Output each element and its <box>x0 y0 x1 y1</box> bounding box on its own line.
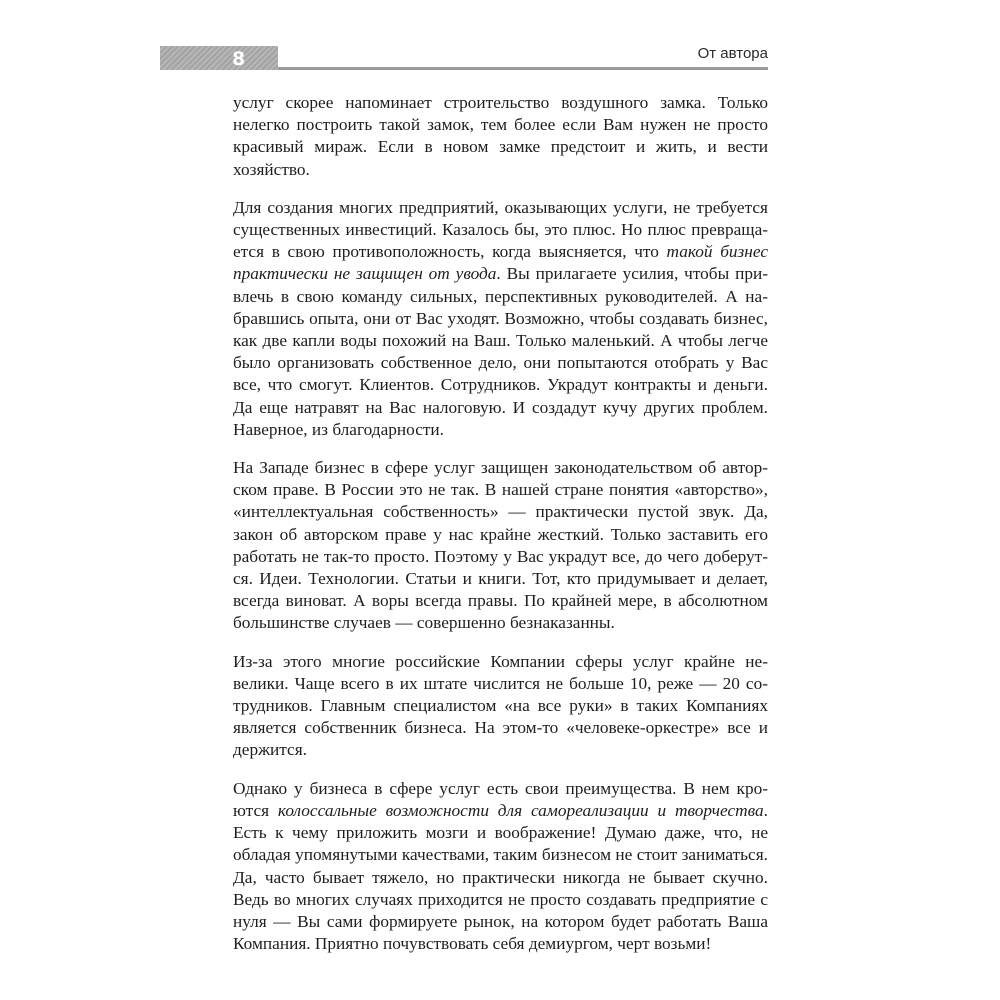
text-run: Из-за этого многие российские Компании сферы услуг крайне невелики. Чаще всего в их штате числится не больше 10, реже — 20 сотрудников. Главным специалистом «на все руки» в таких Компаниях является собственник бизнеса. На этом-то «человеке-оркестре» все и держится. <box>233 651 768 760</box>
paragraph <box>233 778 768 956</box>
paragraph <box>233 651 768 762</box>
emphasis-text: колоссальные возможности для самореализации и творчества <box>277 800 764 820</box>
emphasis-text: такой бизнес практически не защищен от увода <box>233 242 768 284</box>
page-number-tab <box>160 46 278 70</box>
body-text <box>233 92 768 955</box>
text-run: услуг скорее напоминает строительство воздушного замка. Только нелегко построить такой замок, тем более если Вам нужен не просто красивый мираж. Если в новом замке предстоит и жить, и вести хозяйство. <box>233 93 768 179</box>
text-run: На Западе бизнес в сфере услуг защищен законодательством об авторском праве. В России это не так. В нашей стране понятия «авторство», «интеллектуальная собственность» — практически пустой звук. Да, закон об авторском праве у нас крайне жесткий. Только заставить его работать не так-то просто. Поэтому у Вас украдут все, до чего доберутся. Идеи. Технологии. Статьи и книги. Тот, кто придумывает и делает, всегда виноват. А воры всегда правы. По крайней мере, в абсолютном большинстве случаев — совершенно безнаказанны. <box>233 458 768 633</box>
text-run: . Вы прилагаете усилия, чтобы привлечь в свою команду сильных, перспективных руководителей. А набравшись опыта, они от Вас уходят. Возможно, чтобы создавать бизнес, как две капли воды похожий на Ваш. Только маленький. А чтобы легче было организовать собственное дело, они попытаются отобрать у Вас все, что смогут. Клиентов. Сотрудников. Украдут контракты и деньги. Да еще натравят на Вас налоговую. И создадут кучу других проблем. Наверное, из благодарности. <box>233 264 768 439</box>
text-run: Для создания многих предприятий, оказывающих услуги, не требуется существенных инвестиций. Казалось бы, это плюс. Но плюс превращается в свою противоположность, когда выясняется, что <box>233 197 768 262</box>
paragraph <box>233 457 768 635</box>
paragraph <box>233 197 768 441</box>
running-title: От автора <box>697 45 768 62</box>
page-number: 8 <box>232 48 246 70</box>
page-header <box>160 42 768 72</box>
text-run: Однако у бизнеса в сфере услуг есть свои преимущества. В нем кроются <box>233 778 768 820</box>
paragraph <box>233 92 768 181</box>
text-run: . Есть к чему приложить мозги и воображение! Думаю даже, что, не обладая упомянутыми качествами, таким бизнесом не стоит заниматься. Да, часто бывает тяжело, но практически никогда не бывает скучно. Ведь во многих случаях приходится не просто создавать предприятие с нуля — Вы сами формируете рынок, на котором будет работать Ваша Компания. Приятно почувствовать себя демиургом, черт возьми! <box>233 800 768 954</box>
